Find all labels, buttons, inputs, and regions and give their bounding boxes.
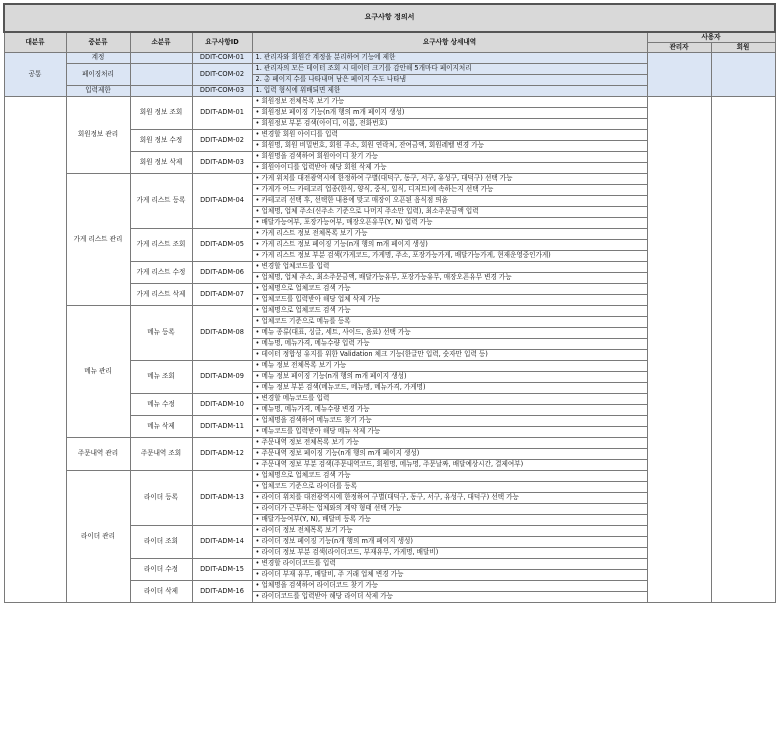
minor-category: 라이더 삭제	[130, 581, 192, 603]
minor-category: 가게 리스트 삭제	[130, 284, 192, 306]
common-detail: 1. 관리자와 회원간 계정을 분리하여 기능에 제한	[252, 53, 647, 64]
common-minor-empty	[130, 86, 192, 97]
minor-category: 메뉴 조회	[130, 361, 192, 394]
requirement-id: DDIT-ADM-01	[192, 97, 252, 130]
requirement-id: DDIT-ADM-12	[192, 438, 252, 471]
requirement-detail: • 가게 리스트 정보 부분 검색(가게코드, 가게명, 주소, 포장가능가게, 배달가능가게, 현재운영중인가게)	[252, 251, 647, 262]
admin-user-cell	[647, 97, 711, 603]
requirement-detail: • 회원아이디를 입력받아 해당 회원 삭제 가능	[252, 163, 647, 174]
requirement-id: DDIT-ADM-15	[192, 559, 252, 581]
header-detail: 요구사항 상세내역	[252, 32, 647, 53]
requirement-detail: • 업체명으로 업체코드 검색 가능	[252, 284, 647, 295]
requirement-detail: • 가게가 어느 카테고리 업종(한식, 양식, 중식, 일식, 디저트)에 속하는지 선택 가능	[252, 185, 647, 196]
minor-category: 회원 정보 수정	[130, 130, 192, 152]
requirement-detail: • 라이더가 근무하는 업체와의 계약 형태 선택 가능	[252, 504, 647, 515]
common-major: 공통	[4, 53, 66, 97]
requirement-detail: • 변경할 라이더코드를 입력	[252, 559, 647, 570]
requirement-detail: • 데이터 정합성 유지를 위한 Validation 체크 기능(한글만 입력, 숫자만 입력 등)	[252, 350, 647, 361]
common-detail: 1. 입력 형식에 위배되면 제한	[252, 86, 647, 97]
requirement-id: DDIT-ADM-08	[192, 306, 252, 361]
sheet-title: 요구사항 정의서	[4, 4, 775, 32]
common-detail: 1. 관리자의 모든 데이터 조회 시 데이터 크기를 감안해 5개마다 페이지처리	[252, 64, 647, 75]
requirement-detail: • 회원정보 페이징 기능(n개 행의 m개 페이지 생성)	[252, 108, 647, 119]
requirement-id: DDIT-ADM-14	[192, 526, 252, 559]
requirement-detail: • 주문내역 정보 부분 검색(주문내역코드, 회원명, 메뉴명, 주문날짜, 배달예상시간, 결제여부)	[252, 460, 647, 471]
requirement-id: DDIT-ADM-13	[192, 471, 252, 526]
requirement-detail: • 메뉴명, 메뉴가격, 메뉴수량 변경 가능	[252, 405, 647, 416]
requirement-detail: • 가게 위치를 대전광역시에 한정하여 구별(대덕구, 동구, 서구, 유성구, 대덕구) 선택 가능	[252, 174, 647, 185]
requirement-detail: • 카테고리 선택 후, 선택한 내용에 맞고 매장이 오픈된 음식점 띄움	[252, 196, 647, 207]
minor-category: 회원 정보 조회	[130, 97, 192, 130]
requirement-detail: • 라이더 부재 유무, 배달비, 주 거래 업체 변경 가능	[252, 570, 647, 581]
requirement-detail: • 가게 리스트 정보 전체목록 보기 가능	[252, 229, 647, 240]
requirement-id: DDIT-ADM-03	[192, 152, 252, 174]
requirement-detail: • 업체코드를 입력받아 해당 업체 삭제 가능	[252, 295, 647, 306]
middle-category: 메뉴 관리	[66, 306, 130, 438]
minor-category: 가게 리스트 등록	[130, 174, 192, 229]
common-middle: 계정	[66, 53, 130, 64]
middle-category: 주문내역 관리	[66, 438, 130, 471]
minor-category: 메뉴 수정	[130, 394, 192, 416]
requirements-sheet	[3, 3, 774, 603]
requirement-detail: • 업체명을 검색하여 메뉴코드 찾기 가능	[252, 416, 647, 427]
requirement-detail: • 배달가능여부, 포장가능여부, 매장오픈유무(Y, N) 입력 가능	[252, 218, 647, 229]
requirement-detail: • 업체명으로 업체코드 검색 가능	[252, 471, 647, 482]
header-major: 대분류	[4, 32, 66, 53]
requirement-detail: • 라이더 위치를 대전광역시에 한정하여 구별(대덕구, 동구, 서구, 유성구, 대덕구) 선택 가능	[252, 493, 647, 504]
header-admin: 관리자	[647, 43, 711, 53]
requirement-detail: • 가게 리스트 정보 페이징 기능(n개 행의 m개 페이지 생성)	[252, 240, 647, 251]
requirements-table	[3, 3, 776, 603]
common-minor-empty	[130, 64, 192, 86]
requirement-id: DDIT-ADM-16	[192, 581, 252, 603]
requirement-detail: • 업체명을 검색하여 라이더코드 찾기 가능	[252, 581, 647, 592]
requirement-detail: • 업체코드 기준으로 라이더를 등록	[252, 482, 647, 493]
requirement-detail: • 회원명, 회원 비밀번호, 회원 주소, 회원 연락처, 잔여금액, 회원레벨 변경 가능	[252, 141, 647, 152]
requirement-detail: • 업체코드 기준으로 메뉴를 등록	[252, 317, 647, 328]
requirement-detail: • 라이더코드를 입력받아 해당 라이더 삭제 가능	[252, 592, 647, 603]
common-detail: 2. 총 페이지 수를 나타내며 남은 페이지 수도 나타냄	[252, 75, 647, 86]
requirement-detail: • 메뉴 정보 페이징 기능(n개 행의 m개 페이지 생성)	[252, 372, 647, 383]
header-member: 회원	[711, 43, 775, 53]
common-minor-empty	[130, 53, 192, 64]
requirement-id: DDIT-ADM-05	[192, 229, 252, 262]
requirement-detail: • 업체명, 업체 주소, 최소주문금액, 배달가능유무, 포장가능유무, 매장오픈유무 변경 가능	[252, 273, 647, 284]
middle-category: 회원정보 관리	[66, 97, 130, 174]
header-req-id: 요구사항ID	[192, 32, 252, 53]
common-req-id: DDIT-COM-01	[192, 53, 252, 64]
minor-category: 주문내역 조회	[130, 438, 192, 471]
minor-category: 라이더 조회	[130, 526, 192, 559]
header-middle: 중분류	[66, 32, 130, 53]
common-middle: 입력제한	[66, 86, 130, 97]
requirement-detail: • 회원정보 전체목록 보기 가능	[252, 97, 647, 108]
requirement-detail: • 메뉴 정보 전체목록 보기 가능	[252, 361, 647, 372]
requirement-id: DDIT-ADM-09	[192, 361, 252, 394]
requirement-detail: • 메뉴 종류(대표, 싱글, 세트, 사이드, 음료) 선택 가능	[252, 328, 647, 339]
common-admin-cell	[647, 53, 711, 97]
requirement-detail: • 회원정보 부분 검색(아이디, 이름, 전화번호)	[252, 119, 647, 130]
header-minor: 소분류	[130, 32, 192, 53]
common-middle: 페이징처리	[66, 64, 130, 86]
requirement-detail: • 주문내역 정보 페이징 기능(n개 행의 m개 페이지 생성)	[252, 449, 647, 460]
middle-category: 가게 리스트 관리	[66, 174, 130, 306]
requirement-id: DDIT-ADM-07	[192, 284, 252, 306]
requirement-detail: • 변경할 메뉴코드를 입력	[252, 394, 647, 405]
requirement-detail: • 라이더 정보 부분 검색(라이더코드, 부재유무, 가게명, 배달비)	[252, 548, 647, 559]
minor-category: 라이더 수정	[130, 559, 192, 581]
requirement-detail: • 업체명으로 업체코드 검색 가능	[252, 306, 647, 317]
requirement-id: DDIT-ADM-11	[192, 416, 252, 438]
member-user-cell	[711, 97, 775, 603]
requirement-detail: • 주문내역 정보 전체목록 보기 가능	[252, 438, 647, 449]
requirement-id: DDIT-ADM-02	[192, 130, 252, 152]
minor-category: 메뉴 삭제	[130, 416, 192, 438]
requirement-detail: • 변경할 업체코드를 입력	[252, 262, 647, 273]
requirement-id: DDIT-ADM-06	[192, 262, 252, 284]
requirement-detail: • 배달가능여부(Y, N), 배달비 등록 가능	[252, 515, 647, 526]
admin-major-cell	[4, 97, 66, 603]
requirement-detail: • 변경할 회원 아이디를 입력	[252, 130, 647, 141]
middle-category: 라이더 관리	[66, 471, 130, 603]
requirement-detail: • 라이더 정보 페이징 기능(n개 행의 m개 페이지 생성)	[252, 537, 647, 548]
requirement-detail: • 메뉴코드를 입력받아 해당 메뉴 삭제 가능	[252, 427, 647, 438]
common-member-cell	[711, 53, 775, 97]
common-req-id: DDIT-COM-02	[192, 64, 252, 86]
requirement-id: DDIT-ADM-10	[192, 394, 252, 416]
minor-category: 가게 리스트 조회	[130, 229, 192, 262]
minor-category: 가게 리스트 수정	[130, 262, 192, 284]
table-row	[4, 97, 775, 108]
requirement-detail: • 메뉴명, 메뉴가격, 메뉴수량 입력 가능	[252, 339, 647, 350]
requirement-detail: • 업체명, 업체 주소(신주소 기준으로 나머지 주소만 입력), 최소주문금액 입력	[252, 207, 647, 218]
requirement-detail: • 라이더 정보 전체목록 보기 가능	[252, 526, 647, 537]
minor-category: 라이더 등록	[130, 471, 192, 526]
requirement-detail: • 메뉴 정보 부분 검색(메뉴코드, 메뉴명, 메뉴가격, 가게명)	[252, 383, 647, 394]
requirement-id: DDIT-ADM-04	[192, 174, 252, 229]
common-req-id: DDIT-COM-03	[192, 86, 252, 97]
minor-category: 회원 정보 삭제	[130, 152, 192, 174]
header-user: 사용자	[647, 32, 775, 43]
minor-category: 메뉴 등록	[130, 306, 192, 361]
requirement-detail: • 회원명을 검색하여 회원아이디 찾기 가능	[252, 152, 647, 163]
